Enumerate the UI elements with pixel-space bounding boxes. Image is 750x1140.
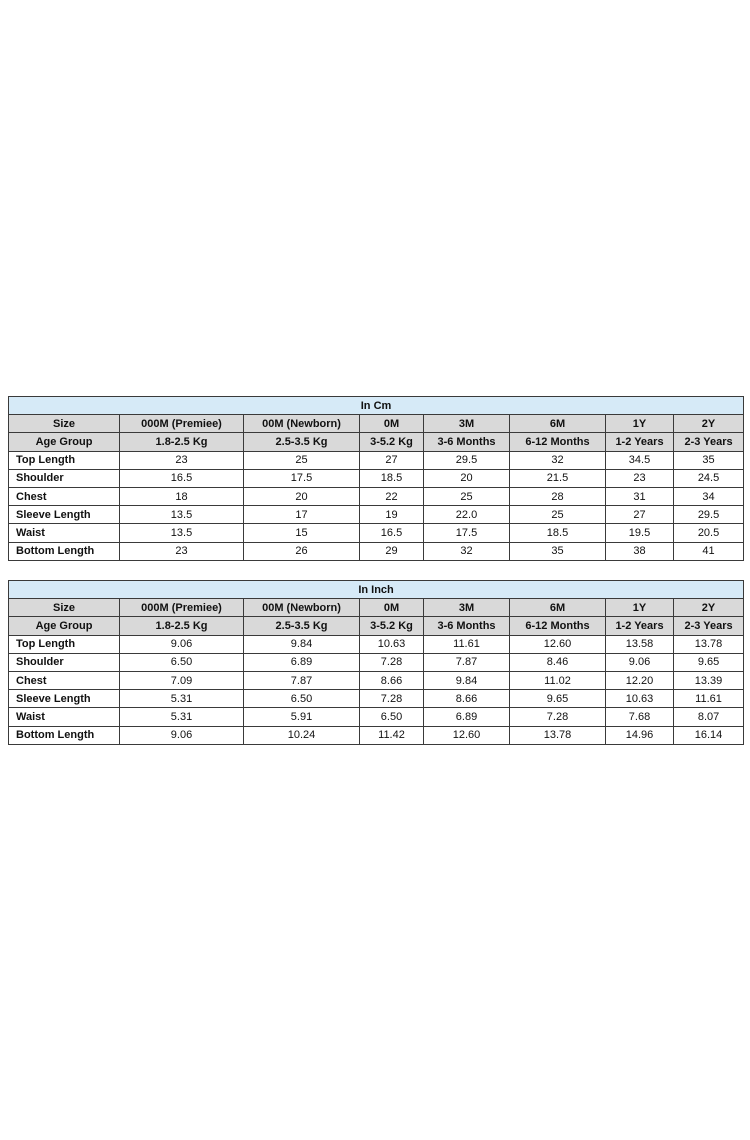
- row-label: Bottom Length: [9, 542, 120, 560]
- value-cell: 25: [244, 451, 360, 469]
- size-cell: 6M: [510, 599, 606, 617]
- value-cell: 29.5: [674, 506, 744, 524]
- size-chart-inch: [8, 580, 743, 745]
- value-cell: 5.91: [244, 708, 360, 726]
- size-cell: 00M (Newborn): [244, 415, 360, 433]
- value-cell: 17.5: [424, 524, 510, 542]
- row-label: Bottom Length: [9, 726, 120, 744]
- size-table-cm: [8, 396, 744, 561]
- table-row: [9, 524, 744, 542]
- age-cell: 6-12 Months: [510, 617, 606, 635]
- value-cell: 15: [244, 524, 360, 542]
- value-cell: 35: [510, 542, 606, 560]
- value-cell: 20.5: [674, 524, 744, 542]
- value-cell: 34: [674, 487, 744, 505]
- age-label: Age Group: [9, 617, 120, 635]
- value-cell: 29: [360, 542, 424, 560]
- value-cell: 19: [360, 506, 424, 524]
- value-cell: 27: [360, 451, 424, 469]
- value-cell: 14.96: [606, 726, 674, 744]
- value-cell: 35: [674, 451, 744, 469]
- value-cell: 22: [360, 487, 424, 505]
- value-cell: 6.89: [424, 708, 510, 726]
- value-cell: 6.50: [244, 690, 360, 708]
- value-cell: 16.14: [674, 726, 744, 744]
- value-cell: 19.5: [606, 524, 674, 542]
- value-cell: 7.09: [120, 671, 244, 689]
- value-cell: 7.28: [360, 653, 424, 671]
- value-cell: 9.84: [424, 671, 510, 689]
- row-label: Chest: [9, 671, 120, 689]
- row-label: Shoulder: [9, 469, 120, 487]
- value-cell: 22.0: [424, 506, 510, 524]
- age-label: Age Group: [9, 433, 120, 451]
- value-cell: 32: [510, 451, 606, 469]
- value-cell: 7.68: [606, 708, 674, 726]
- age-header-row: [9, 433, 744, 451]
- value-cell: 25: [510, 506, 606, 524]
- size-label: Size: [9, 415, 120, 433]
- row-label: Top Length: [9, 635, 120, 653]
- size-cell: 6M: [510, 415, 606, 433]
- value-cell: 8.66: [424, 690, 510, 708]
- value-cell: 9.84: [244, 635, 360, 653]
- table-row: [9, 690, 744, 708]
- value-cell: 34.5: [606, 451, 674, 469]
- value-cell: 13.39: [674, 671, 744, 689]
- value-cell: 26: [244, 542, 360, 560]
- value-cell: 16.5: [120, 469, 244, 487]
- table-row: [9, 487, 744, 505]
- table-title: In Inch: [9, 581, 744, 599]
- value-cell: 7.28: [360, 690, 424, 708]
- age-cell: 2-3 Years: [674, 617, 744, 635]
- value-cell: 21.5: [510, 469, 606, 487]
- size-cell: 0M: [360, 599, 424, 617]
- value-cell: 6.89: [244, 653, 360, 671]
- value-cell: 9.06: [120, 635, 244, 653]
- size-cell: 2Y: [674, 599, 744, 617]
- value-cell: 9.06: [606, 653, 674, 671]
- value-cell: 5.31: [120, 708, 244, 726]
- table-row: [9, 635, 744, 653]
- size-cell: 1Y: [606, 599, 674, 617]
- value-cell: 13.78: [674, 635, 744, 653]
- size-header-row: [9, 599, 744, 617]
- age-cell: 3-6 Months: [424, 617, 510, 635]
- size-chart-cm: [8, 396, 743, 561]
- row-label: Waist: [9, 524, 120, 542]
- value-cell: 12.60: [510, 635, 606, 653]
- size-table-inch: [8, 580, 744, 745]
- age-cell: 1-2 Years: [606, 433, 674, 451]
- size-cell: 00M (Newborn): [244, 599, 360, 617]
- value-cell: 7.87: [244, 671, 360, 689]
- size-header-row: [9, 415, 744, 433]
- size-cell: 3M: [424, 415, 510, 433]
- value-cell: 24.5: [674, 469, 744, 487]
- value-cell: 7.87: [424, 653, 510, 671]
- value-cell: 20: [424, 469, 510, 487]
- value-cell: 17.5: [244, 469, 360, 487]
- age-cell: 3-6 Months: [424, 433, 510, 451]
- value-cell: 18.5: [510, 524, 606, 542]
- value-cell: 8.07: [674, 708, 744, 726]
- size-label: Size: [9, 599, 120, 617]
- value-cell: 11.61: [424, 635, 510, 653]
- table-row: [9, 451, 744, 469]
- table-row: [9, 506, 744, 524]
- value-cell: 11.02: [510, 671, 606, 689]
- value-cell: 9.65: [510, 690, 606, 708]
- value-cell: 6.50: [120, 653, 244, 671]
- value-cell: 32: [424, 542, 510, 560]
- value-cell: 7.28: [510, 708, 606, 726]
- value-cell: 10.63: [360, 635, 424, 653]
- age-cell: 3-5.2 Kg: [360, 617, 424, 635]
- age-cell: 1.8-2.5 Kg: [120, 433, 244, 451]
- row-label: Top Length: [9, 451, 120, 469]
- value-cell: 8.66: [360, 671, 424, 689]
- value-cell: 38: [606, 542, 674, 560]
- size-cell: 000M (Premiee): [120, 599, 244, 617]
- value-cell: 13.5: [120, 524, 244, 542]
- value-cell: 9.06: [120, 726, 244, 744]
- table-row: [9, 653, 744, 671]
- table-row: [9, 726, 744, 744]
- age-cell: 3-5.2 Kg: [360, 433, 424, 451]
- table-row: [9, 671, 744, 689]
- value-cell: 13.58: [606, 635, 674, 653]
- value-cell: 23: [120, 451, 244, 469]
- value-cell: 11.42: [360, 726, 424, 744]
- value-cell: 18: [120, 487, 244, 505]
- value-cell: 11.61: [674, 690, 744, 708]
- value-cell: 13.78: [510, 726, 606, 744]
- value-cell: 10.63: [606, 690, 674, 708]
- row-label: Sleeve Length: [9, 690, 120, 708]
- age-cell: 6-12 Months: [510, 433, 606, 451]
- value-cell: 16.5: [360, 524, 424, 542]
- size-cell: 3M: [424, 599, 510, 617]
- age-cell: 1.8-2.5 Kg: [120, 617, 244, 635]
- table-row: [9, 708, 744, 726]
- age-cell: 1-2 Years: [606, 617, 674, 635]
- value-cell: 23: [120, 542, 244, 560]
- value-cell: 29.5: [424, 451, 510, 469]
- size-cell: 2Y: [674, 415, 744, 433]
- value-cell: 12.20: [606, 671, 674, 689]
- row-label: Waist: [9, 708, 120, 726]
- value-cell: 17: [244, 506, 360, 524]
- age-cell: 2.5-3.5 Kg: [244, 433, 360, 451]
- value-cell: 23: [606, 469, 674, 487]
- value-cell: 6.50: [360, 708, 424, 726]
- value-cell: 18.5: [360, 469, 424, 487]
- value-cell: 28: [510, 487, 606, 505]
- size-cell: 000M (Premiee): [120, 415, 244, 433]
- size-cell: 0M: [360, 415, 424, 433]
- age-header-row: [9, 617, 744, 635]
- value-cell: 9.65: [674, 653, 744, 671]
- value-cell: 8.46: [510, 653, 606, 671]
- value-cell: 25: [424, 487, 510, 505]
- row-label: Shoulder: [9, 653, 120, 671]
- value-cell: 31: [606, 487, 674, 505]
- value-cell: 5.31: [120, 690, 244, 708]
- table-row: [9, 469, 744, 487]
- table-title: In Cm: [9, 397, 744, 415]
- row-label: Chest: [9, 487, 120, 505]
- value-cell: 41: [674, 542, 744, 560]
- value-cell: 12.60: [424, 726, 510, 744]
- table-row: [9, 542, 744, 560]
- value-cell: 27: [606, 506, 674, 524]
- age-cell: 2-3 Years: [674, 433, 744, 451]
- row-label: Sleeve Length: [9, 506, 120, 524]
- age-cell: 2.5-3.5 Kg: [244, 617, 360, 635]
- value-cell: 13.5: [120, 506, 244, 524]
- size-cell: 1Y: [606, 415, 674, 433]
- value-cell: 10.24: [244, 726, 360, 744]
- value-cell: 20: [244, 487, 360, 505]
